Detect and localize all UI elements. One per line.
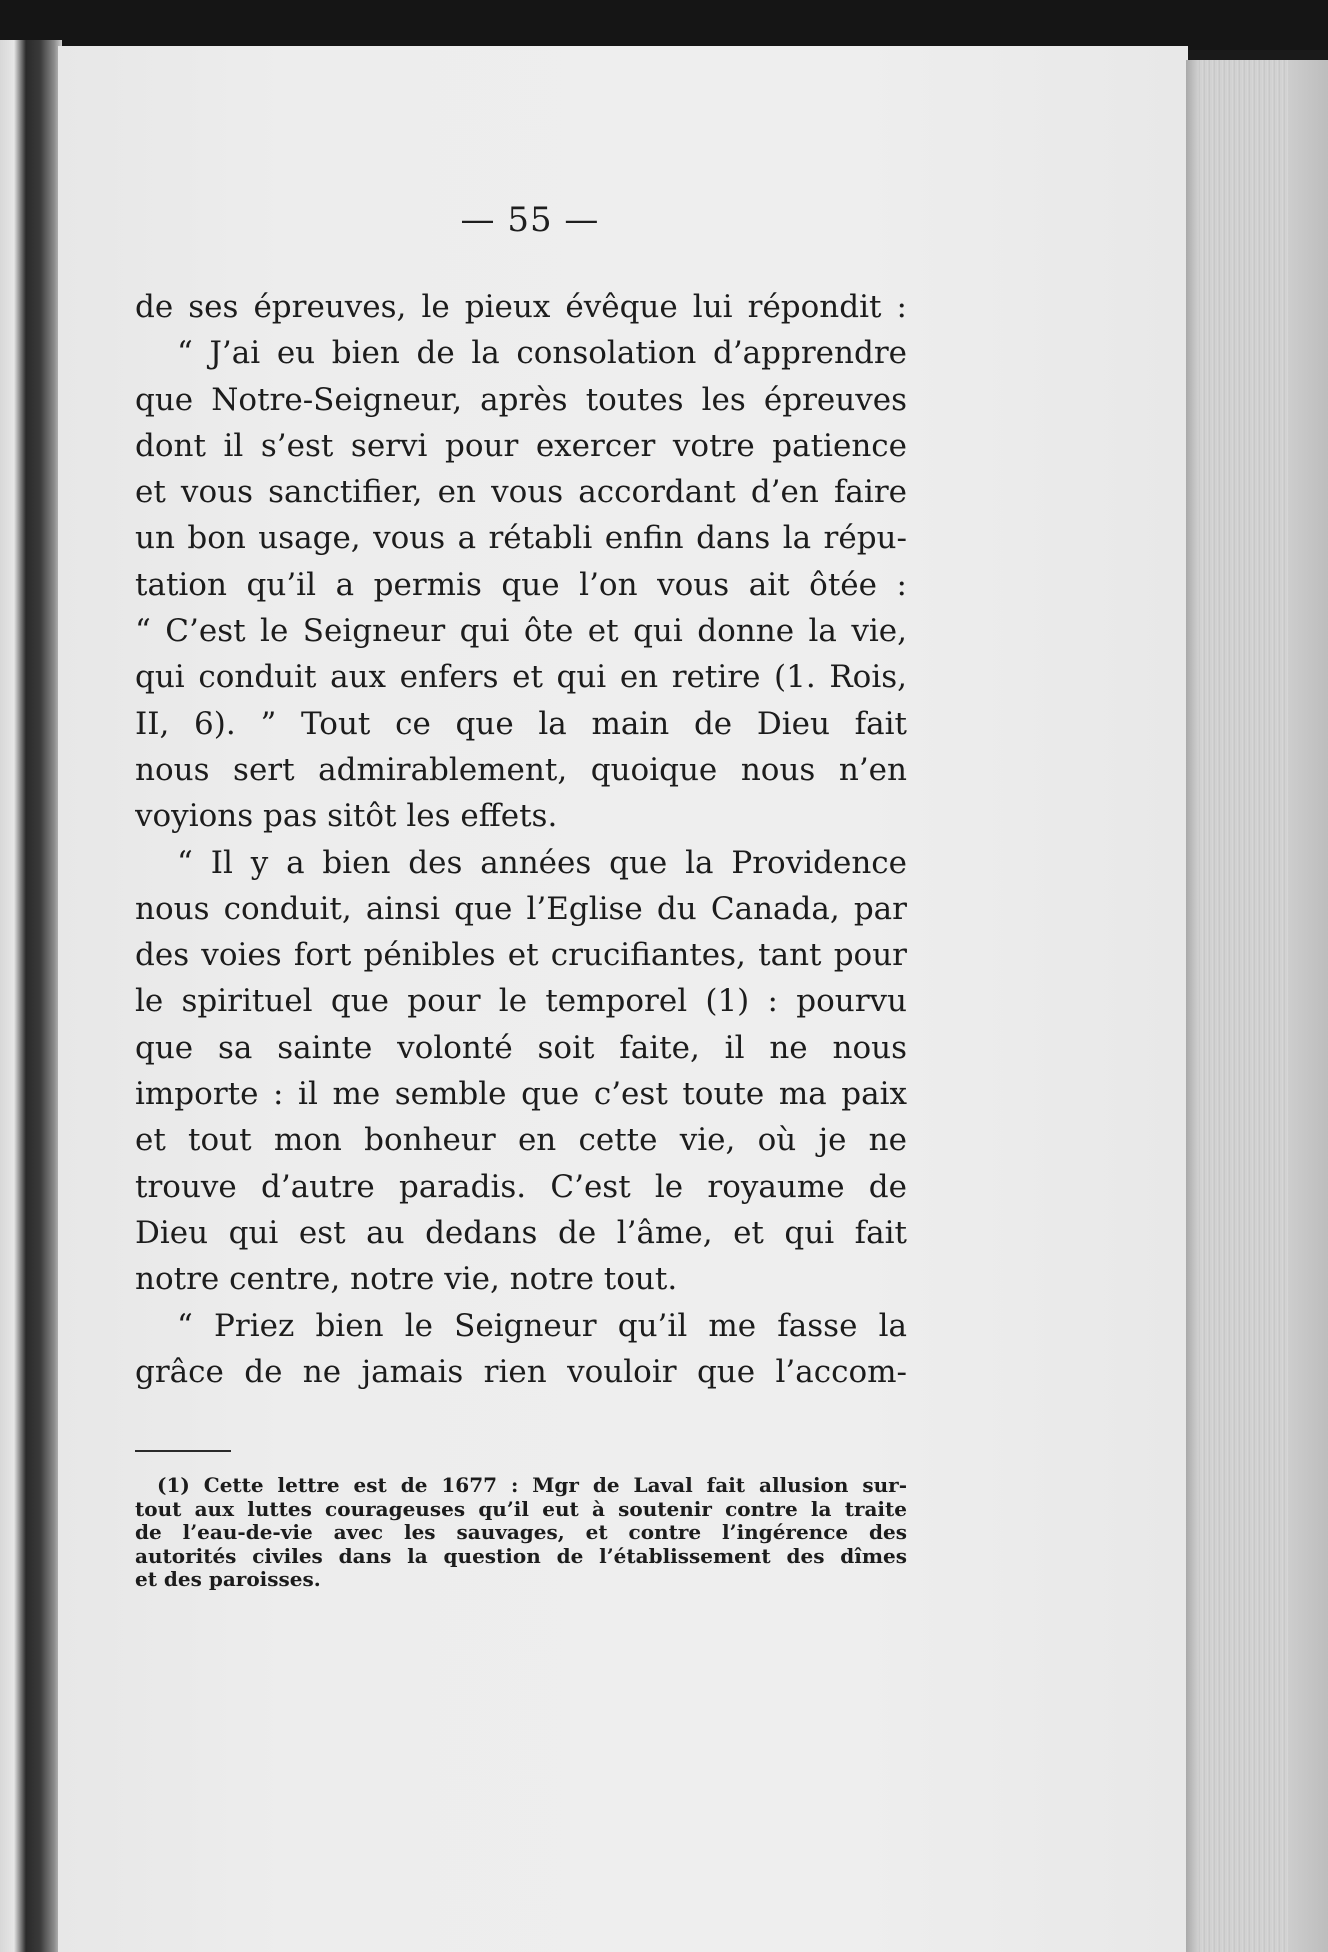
text-line: des voies fort pénibles et crucifiantes, tant pour xyxy=(135,937,907,974)
text-line: de ses épreuves, le pieux évêque lui répondit : xyxy=(135,289,907,325)
text-line: un bon usage, vous a rétabli enfin dans la répu- xyxy=(135,520,907,557)
text-line: qui conduit aux enfers et qui en retire (1. Rois, xyxy=(135,659,907,696)
footnote-line: tout aux luttes courageuses qu’il eut à soutenir contre la traite xyxy=(135,1497,907,1521)
text-line: et tout mon bonheur en cette vie, où je ne xyxy=(135,1122,907,1159)
text-line: nous sert admirablement, quoique nous n’en xyxy=(135,751,907,788)
scan-top-border xyxy=(0,0,1328,50)
text-line: grâce de ne jamais rien vouloir que l’accom- xyxy=(135,1353,907,1390)
text-line: II, 6). ” Tout ce que la main de Dieu fait xyxy=(135,705,907,742)
text-line: “ J’ai eu bien de la consolation d’apprendre xyxy=(177,335,907,372)
footnote-line: (1) Cette lettre est de 1677 : Mgr de Laval fait allusion sur- xyxy=(157,1474,907,1497)
text-line: le spirituel que pour le temporel (1) : pourvu xyxy=(135,983,907,1020)
text-line: voyions pas sitôt les effets. xyxy=(135,798,558,835)
book-binding-edge xyxy=(0,40,62,1952)
footnote-line: autorités civiles dans la question de l’établissement des dîmes xyxy=(135,1544,907,1568)
body-text xyxy=(135,284,907,1395)
text-line: trouve d’autre paradis. C’est le royaume de xyxy=(135,1168,907,1205)
text-line: importe : il me semble que c’est toute ma paix xyxy=(135,1076,907,1113)
page-edges-stack xyxy=(1186,60,1328,1952)
text-line: “ C’est le Seigneur qui ôte et qui donne la vie, xyxy=(135,613,907,650)
footnote xyxy=(135,1474,907,1592)
footnote-line: de l’eau-de-vie avec les sauvages, et contre l’ingérence des xyxy=(135,1521,907,1544)
text-line: dont il s’est servi pour exercer votre patience xyxy=(135,427,907,464)
page-number: — 55 — xyxy=(460,200,600,240)
text-line: et vous sanctifier, en vous accordant d’en faire xyxy=(135,474,907,511)
footnote-line: et des paroisses. xyxy=(135,1568,321,1591)
footnote-divider xyxy=(135,1450,231,1452)
text-line: “ Priez bien le Seigneur qu’il me fasse la xyxy=(177,1307,907,1344)
text-line: “ Il y a bien des années que la Providence xyxy=(177,844,907,881)
text-line: que Notre-Seigneur, après toutes les épreuves xyxy=(135,381,907,418)
text-line: que sa sainte volonté soit faite, il ne nous xyxy=(135,1029,907,1066)
text-line: tation qu’il a permis que l’on vous ait ôtée : xyxy=(135,566,907,603)
text-line: notre centre, notre vie, notre tout. xyxy=(135,1261,678,1298)
text-line: nous conduit, ainsi que l’Eglise du Canada, par xyxy=(135,890,907,927)
text-line: Dieu qui est au dedans de l’âme, et qui fait xyxy=(135,1214,907,1251)
